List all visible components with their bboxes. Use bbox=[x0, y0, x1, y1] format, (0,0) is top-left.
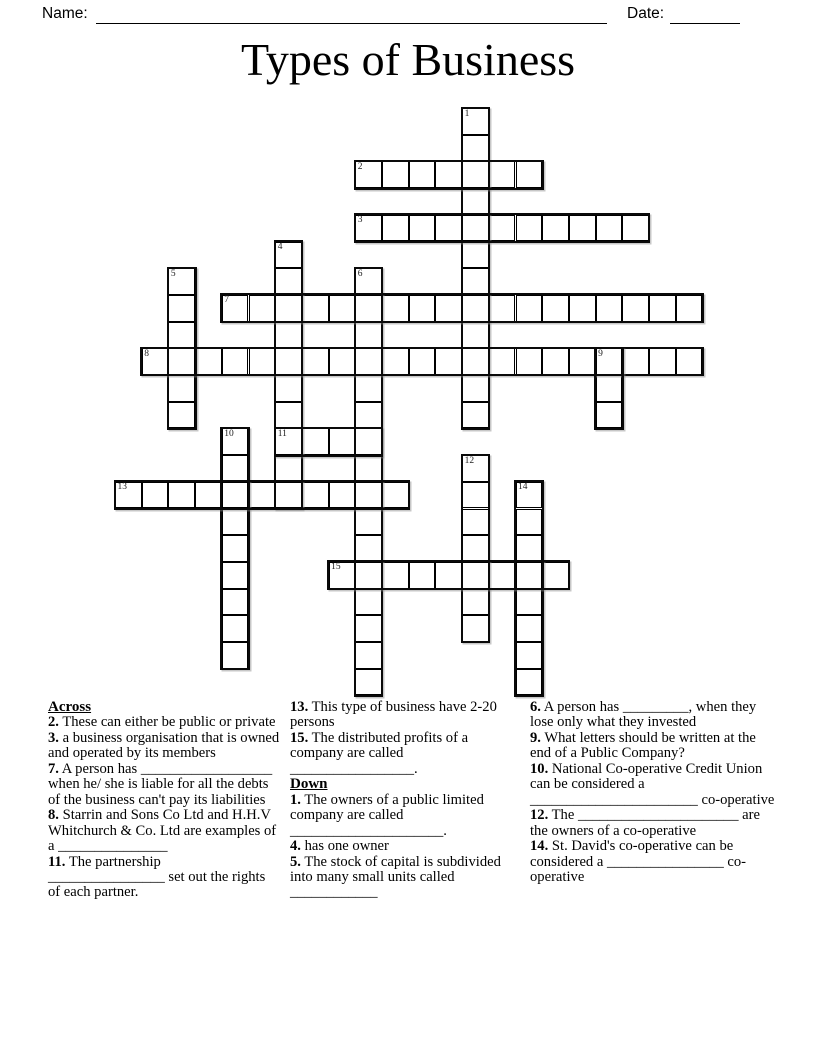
clue-number: 12 bbox=[464, 455, 475, 466]
clue-item bbox=[530, 700, 775, 731]
clue-item-text: A person has __________________ when he/ she is liable for all the debts of the business can't pay its liabilities bbox=[48, 760, 273, 808]
clue-number: 4 bbox=[277, 242, 283, 252]
clue-item-text: These can either be public or private bbox=[58, 714, 276, 731]
clue-item bbox=[290, 731, 512, 777]
clue-item bbox=[530, 808, 775, 839]
clue-number: 6 bbox=[357, 268, 363, 279]
page-title: Types of Business bbox=[240, 34, 576, 85]
clue-item-number: 6. bbox=[530, 699, 541, 715]
clue-item-text: has one owner bbox=[300, 838, 389, 855]
clue-item bbox=[48, 808, 280, 854]
clue-item-text: National Co-operative Credit Union can be considered a _______________________ co-operative bbox=[530, 760, 775, 808]
clue-item-number: 9. bbox=[530, 729, 541, 746]
clue-item bbox=[48, 762, 280, 808]
clue-item-number: 13. bbox=[290, 699, 309, 715]
date-label: Date: bbox=[627, 5, 665, 22]
clue-item bbox=[48, 715, 280, 730]
clue-item-text: A person has _________, when they lose only what they invested bbox=[530, 699, 757, 731]
clue-item-text: St. David's co-operative can be considered a ________________ co-operative bbox=[530, 838, 747, 885]
clue-item-text: The ______________________ are the owners of a co-operative bbox=[530, 807, 760, 839]
word-box-13-across bbox=[114, 480, 411, 510]
clue-item bbox=[530, 839, 775, 885]
crossword-grid bbox=[115, 108, 703, 696]
clue-item-number: 12. bbox=[530, 807, 549, 824]
clue-header-across: Across bbox=[48, 699, 92, 715]
clue-item-number: 8. bbox=[48, 807, 59, 824]
clue-item-text: What letters should be written at the end of a Public Company? bbox=[530, 729, 756, 762]
word-box-1-down bbox=[461, 107, 491, 430]
clue-item-text: This type of business have 2-20 persons bbox=[290, 699, 497, 731]
clue-number: 2 bbox=[357, 161, 363, 172]
clue-item-number: 14. bbox=[530, 838, 549, 855]
clue-item bbox=[530, 762, 775, 808]
clue-column-2 bbox=[290, 700, 512, 901]
clue-item-number: 11. bbox=[48, 853, 66, 870]
clue-item bbox=[530, 731, 775, 762]
name-label: Name: bbox=[42, 5, 88, 22]
clue-item-text: The owners of a public limited company are called _____________________. bbox=[290, 791, 484, 839]
clue-item-text: The distributed profits of a company are called _________________. bbox=[290, 729, 469, 777]
clue-item bbox=[290, 700, 512, 731]
clue-item-number: 1. bbox=[290, 791, 301, 808]
clue-item-text: The stock of capital is subdivided into many small units called ____________ bbox=[290, 853, 501, 901]
clue-number: 7 bbox=[224, 295, 230, 306]
clue-number: 14 bbox=[518, 482, 528, 493]
clue-number: 1 bbox=[464, 108, 470, 119]
word-box-2-across bbox=[354, 160, 544, 190]
clue-item-number: 2. bbox=[48, 714, 59, 731]
clue-item bbox=[290, 855, 512, 901]
clue-number: 9 bbox=[598, 348, 603, 359]
clue-item-text: a business organisation that is owned and operated by its members bbox=[48, 729, 280, 762]
word-box-11-across bbox=[274, 427, 384, 457]
clue-column-3 bbox=[530, 700, 775, 885]
clue-header-down: Down bbox=[290, 776, 328, 793]
clue-item-number: 5. bbox=[290, 853, 301, 870]
clue-number: 10 bbox=[224, 428, 234, 439]
clue-item-text: The partnership ________________ set out the rights of each partner. bbox=[48, 853, 266, 901]
clue-item bbox=[290, 839, 512, 854]
clue-number: 3 bbox=[357, 215, 363, 226]
clue-item-number: 15. bbox=[290, 729, 309, 746]
clue-item-number: 3. bbox=[48, 729, 59, 746]
clue-number: 8 bbox=[144, 348, 149, 359]
word-box-12-down bbox=[461, 454, 491, 644]
clue-item-number: 7. bbox=[48, 760, 59, 777]
word-box-9-down bbox=[594, 347, 624, 430]
clue-item-number: 10. bbox=[530, 760, 549, 777]
name-field[interactable] bbox=[96, 2, 607, 24]
word-box-10-down bbox=[220, 427, 250, 670]
clue-item-number: 4. bbox=[290, 838, 301, 855]
clue-number: 5 bbox=[170, 268, 176, 279]
grid-words-layer bbox=[115, 108, 703, 696]
clue-item bbox=[290, 793, 512, 839]
clue-item bbox=[48, 855, 280, 901]
word-box-3-across bbox=[354, 213, 651, 243]
clue-number: 13 bbox=[117, 482, 127, 493]
clue-number: 11 bbox=[277, 428, 287, 439]
date-field[interactable] bbox=[670, 2, 740, 24]
clue-item-text: Starrin and Sons Co Ltd and H.H.V Whitchurch & Co. Ltd are examples of a _______________ bbox=[48, 807, 277, 855]
clue-number: 15 bbox=[331, 562, 341, 573]
word-box-7-across bbox=[220, 293, 704, 323]
clue-item bbox=[48, 731, 280, 762]
clue-column-1 bbox=[48, 700, 280, 901]
word-box-15-across bbox=[327, 560, 570, 590]
